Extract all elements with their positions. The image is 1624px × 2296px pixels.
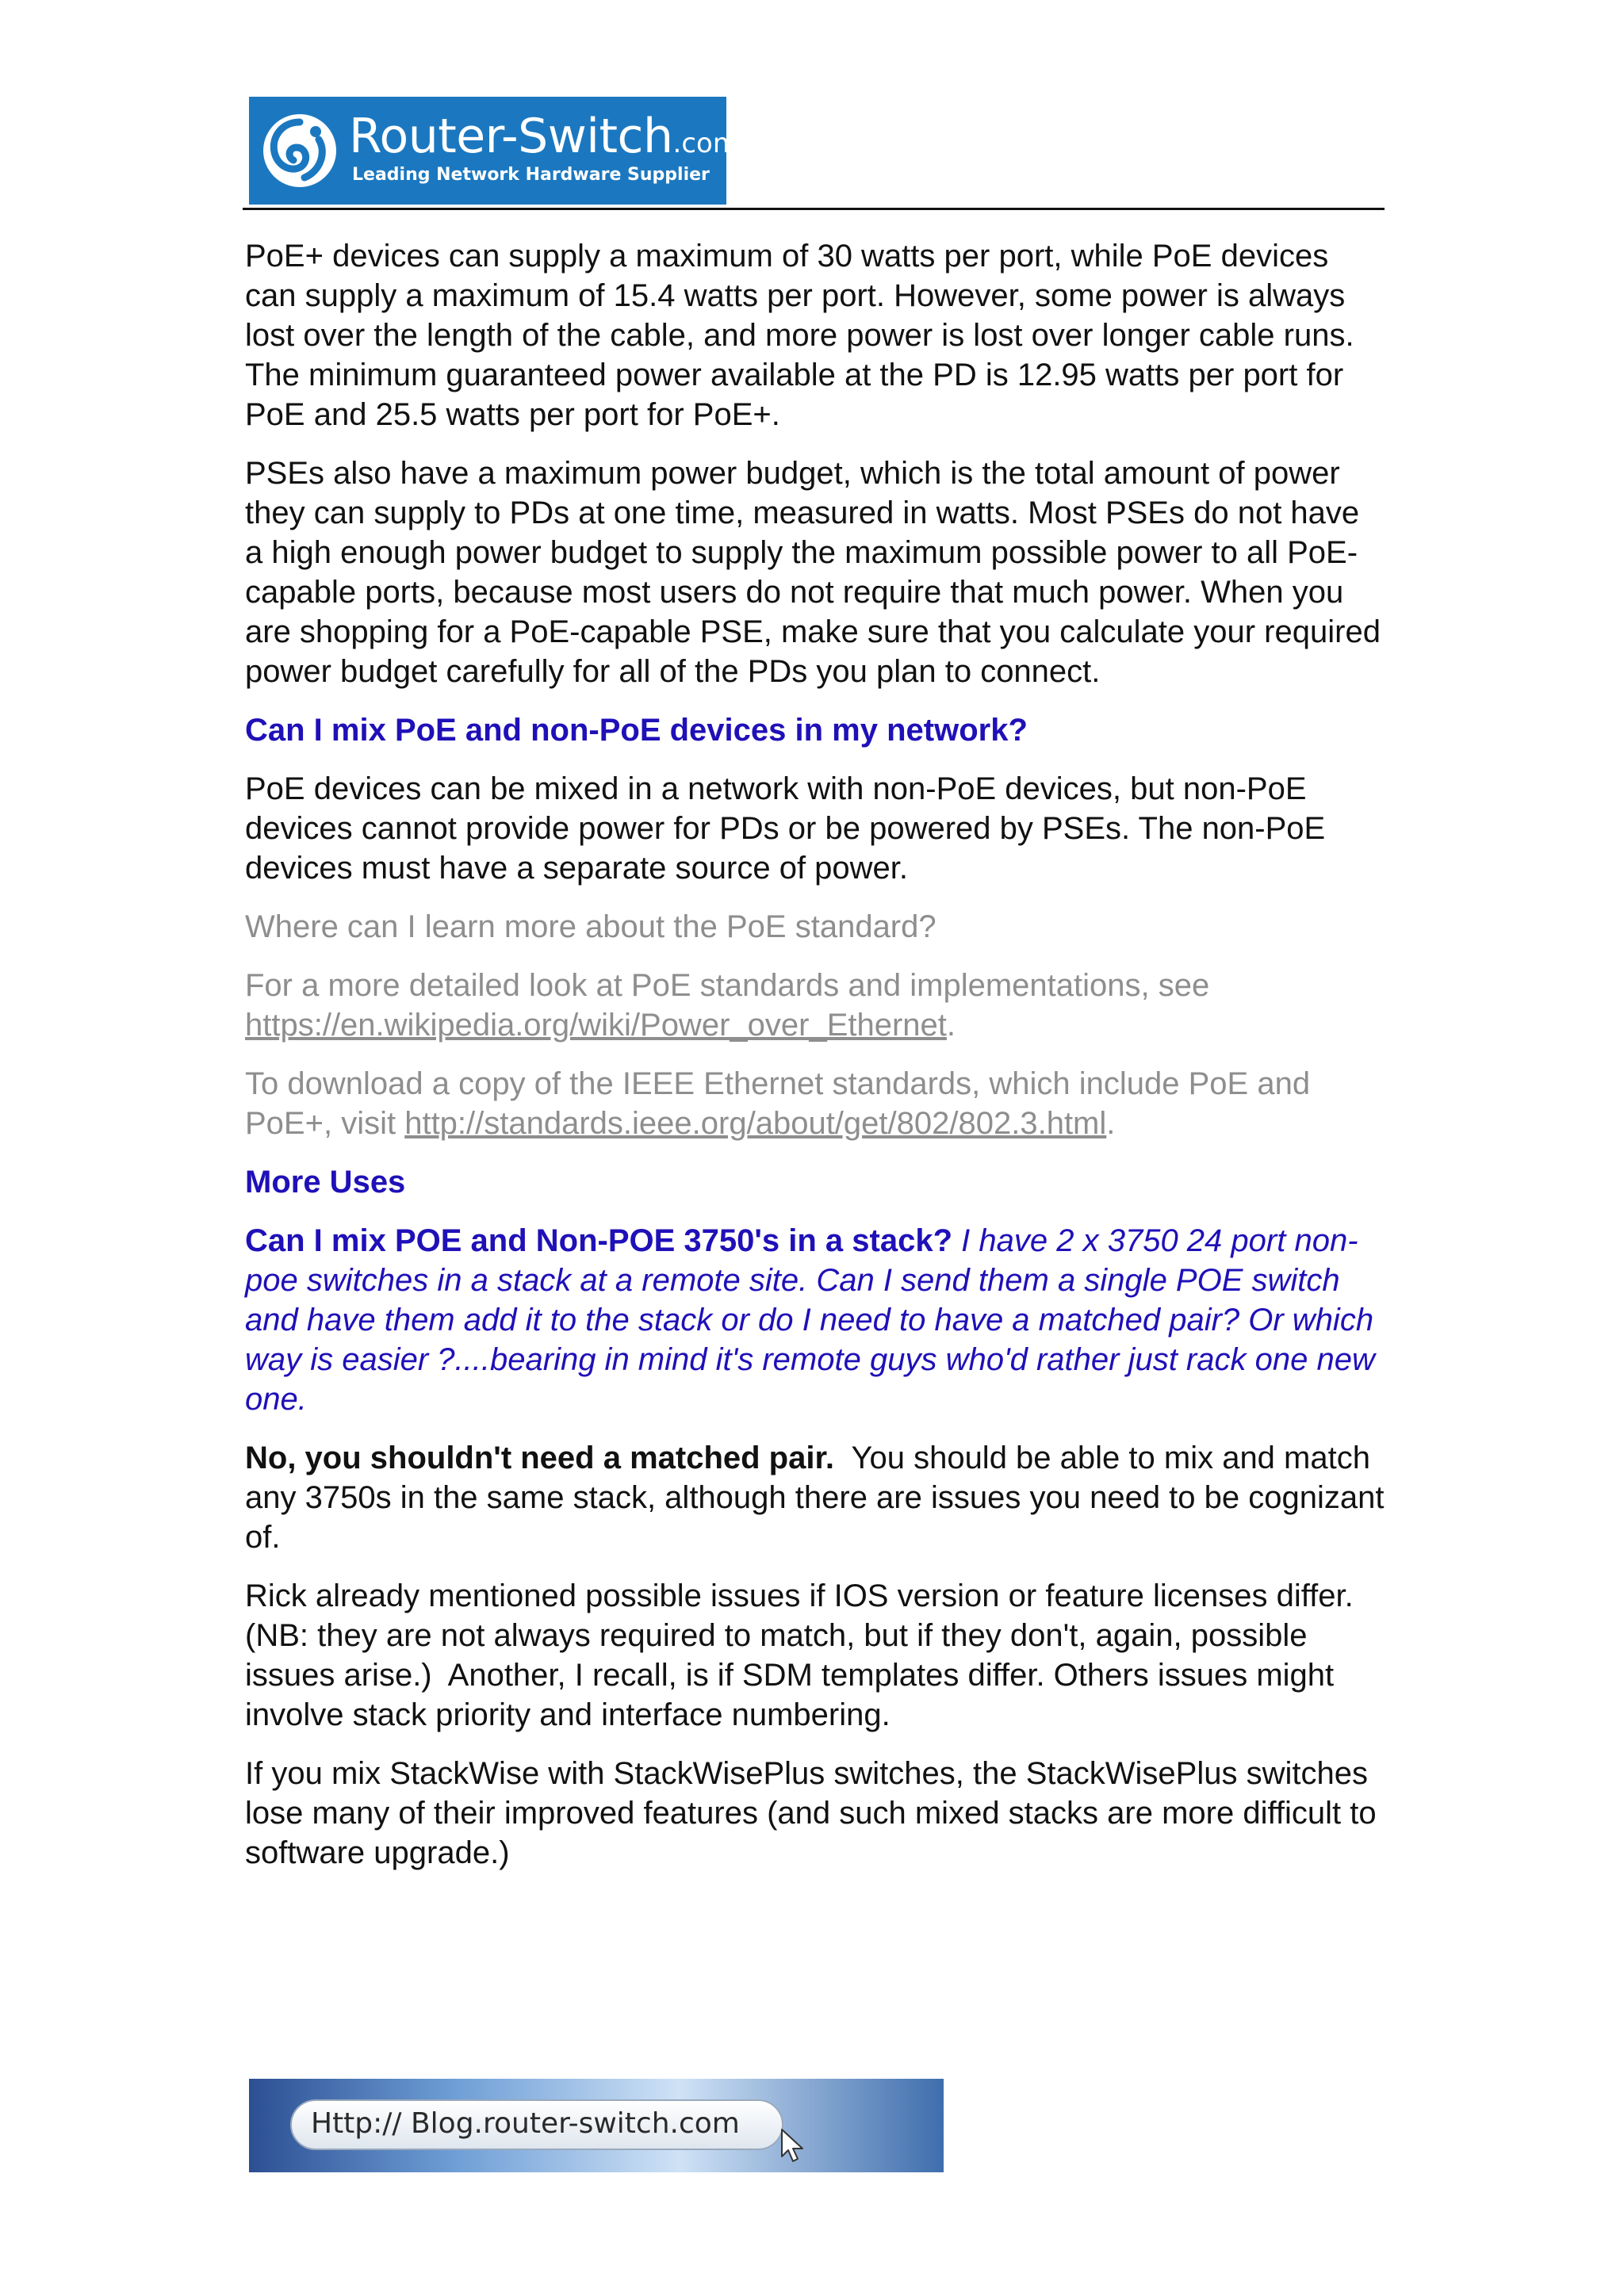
heading-mix-devices: Can I mix PoE and non-PoE devices in my network? — [245, 713, 1028, 748]
heading-more-uses: More Uses — [245, 1165, 406, 1200]
logo-name-text: Router-Switch — [349, 109, 673, 164]
logo-suffix: .com — [672, 128, 739, 159]
logo-tagline: Leading Network Hardware Supplier — [352, 165, 710, 185]
stack-question-body: I have 2 x 3750 24 port non-poe switches in a stack at a remote site. Can I send them a single POE switch and have them add it to the stack or do I need to have a matched pair? Or which way is easier ?....bearing in mind it's remote guys who'd rather just rack one new one. — [245, 1223, 1375, 1417]
paragraph-wikipedia — [245, 966, 1385, 1045]
article-body — [245, 236, 1393, 1892]
answer-paragraph — [245, 1438, 1393, 1557]
answer-text: You should be able to mix and match any 3750s in the same stack, although there are issues you need to be cognizant of. — [245, 1441, 1393, 1555]
ieee-link[interactable]: http://standards.ieee.org/about/get/802/802.3.html — [404, 1106, 1107, 1141]
paragraph-power-budget: PSEs also have a maximum power budget, which is the total amount of power they can supply to PDs at one time, measured in watts. Most PSEs do not have a high enough power budget to supply the maximum possible power to all PoE-capable ports, because most users do not require that much power. When you are shopping for a PoE-capable PSE, make sure that you calculate your required power budget carefully for all of the PDs you plan to connect. — [245, 456, 1381, 689]
paragraph-poe-power: PoE+ devices can supply a maximum of 30 watts per port, while PoE devices can supply a maximum of 15.4 watts per port. However, some power is always lost over the length of the cable, and more power is lost over longer cable runs. The minimum guaranteed power available at the PD is 12.95 watts per port for PoE and 25.5 watts per port for PoE+. — [245, 239, 1354, 432]
wikipedia-link[interactable]: https://en.wikipedia.org/wiki/Power_over_Ethernet — [245, 1008, 947, 1043]
paragraph-mix-devices: PoE devices can be mixed in a network with non-PoE devices, but non-PoE devices cannot provide power for PDs or be powered by PSEs. The non-PoE devices must have a separate source of power. — [245, 771, 1326, 886]
paragraph-ieee — [245, 1064, 1385, 1143]
paragraph-ios-issues: Rick already mentioned possible issues if IOS version or feature licenses differ. (NB: they are not always required to match, but if they don't, again, possible issues arise.) Another, I recall, is if SDM templates differ. Others issues might involve stack priority and interface numbering. — [245, 1578, 1371, 1732]
wikipedia-text: For a more detailed look at PoE standards and implementations, see — [245, 968, 1210, 1003]
blog-url-banner[interactable] — [249, 2079, 944, 2172]
ieee-period: . — [1106, 1106, 1116, 1141]
router-switch-logo — [249, 97, 739, 205]
wikipedia-period: . — [946, 1008, 956, 1043]
header-divider — [243, 208, 1385, 210]
blog-url-text: Http:// Blog.router-switch.com — [311, 2107, 740, 2140]
logo-name — [349, 111, 739, 169]
paragraph-stackwise: If you mix StackWise with StackWisePlus switches, the StackWisePlus switches lose many of their improved features (and such mixed stacks are more difficult to software upgrade.) — [245, 1756, 1377, 1870]
answer-bold: No, you shouldn't need a matched pair. — [245, 1441, 834, 1475]
ieee-text: To download a copy of the IEEE Ethernet standards, which include PoE and PoE+, visit — [245, 1066, 1311, 1141]
stack-question — [245, 1221, 1385, 1419]
mouse-cursor-icon — [780, 2128, 807, 2163]
learn-more-question: Where can I learn more about the PoE standard? — [245, 909, 936, 944]
stack-question-title: Can I mix POE and Non-POE 3750's in a stack? — [245, 1223, 953, 1258]
swirl-logo-icon — [260, 111, 339, 190]
